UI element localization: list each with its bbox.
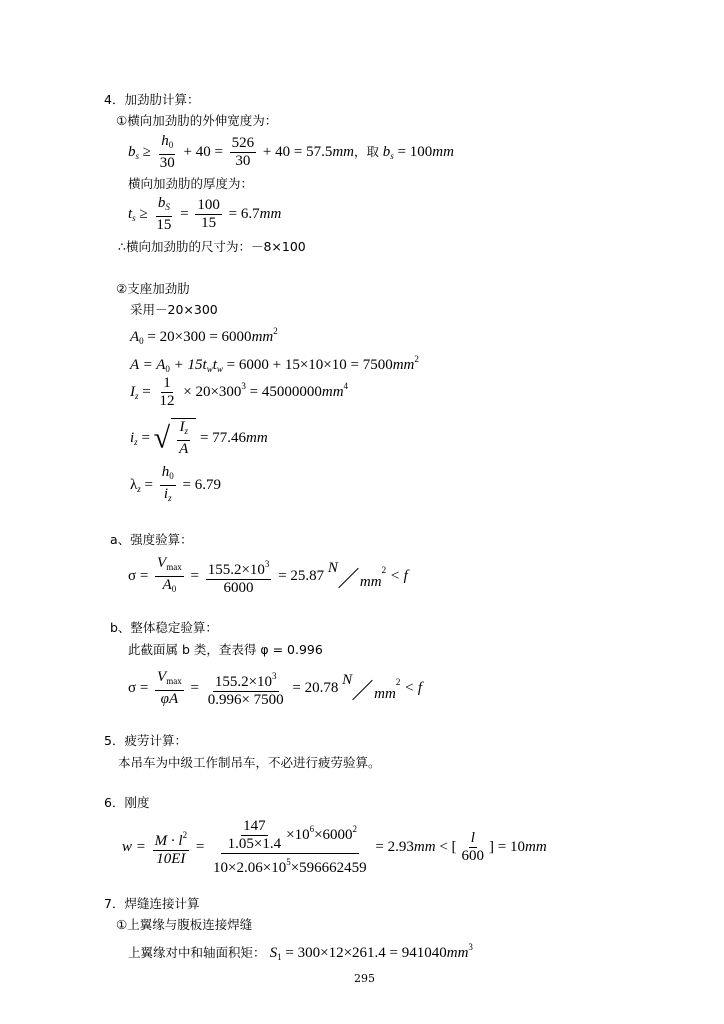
page-number: 295 [354,972,375,985]
section-7-1-title: ①上翼缘与腹板连接焊缝 [116,917,253,932]
S1-line: 上翼缘对中和轴面积矩： $S_1 = 300\times 12\times 261.4 = 941040mm^3$ [128,942,473,962]
section-7-title: 7．焊缝连接计算 [104,896,200,911]
equation-iz: $i_z$ = √ $\frac{I_z}{A}$ = 77.46mm [130,419,268,457]
sqrt-sign: √ [153,421,171,455]
stiffener-size: ∴横向加劲肋的尺寸为：－8×100 [118,239,306,254]
section-4-2-title: ②支座加劲肋 [116,281,190,296]
equation-bs: $b_s$ ≥ $\frac{h_0}{30}$ + 40 = $\frac{526}{30}$ + 40 = 57.5mm，取 $b_s = 100mm$ [128,133,454,171]
equation-Iz: $I_z$ = $\frac{1}{12}$ × $20\times 300^3 = 45000000mm^4$ [130,375,349,409]
equation-lambda-z: $\lambda_z$ = $\frac{h_0}{i_z}$ = 6.79 [130,464,221,503]
equation-A: $A = A_0 + 15t_wt_w = 6000 + 15\times 10\times 10 = 7500mm^2$ [130,354,419,374]
check-b-title: b、整体稳定验算： [110,620,218,635]
equation-sigma-a: σ = $\frac{V_{max}}{A_0}$ = $\frac{155.2\times 10^3}{6000}$ = 25.87 Nmm$^2$ < f [128,555,408,596]
section-6-title: 6．刚度 [104,795,150,810]
equation-sigma-b: σ = $\frac{V_{max}}{\varphi A}$ = $\frac{155.2\times 10^3}{0.996\times 7500}$ = 20.78 Nmm$^2$ < f [128,669,423,708]
equation-w: w = $\frac{M \cdot l^2}{10EI}$ = $\frac{147}{1.05\times 1.4}$ $\times 10^6\times 6000^2$ $10\times 2.06\times 10^5\times 596662459$ = 2.93mm < [ $\frac{l}{600}$ ] = 10mm [122,818,547,876]
equation-ts: $t_s$ ≥ $\frac{b_S}{15}$ = $\frac{100}{15}$ = 6.7mm [128,195,282,233]
section-5-text: 本吊车为中级工作制吊车，不必进行疲劳验算。 [118,755,381,770]
equation-A0: $A_0 = 20\times 300 = 6000mm^2$ [130,326,278,346]
section-4-title: 4．加劲肋计算： [104,92,200,107]
check-b-line: 此截面属 b 类，查表得 φ = 0.996 [128,642,323,657]
section-5-title: 5．疲劳计算： [104,733,187,748]
thickness-label: 横向加劲肋的厚度为： [128,176,254,191]
section-4-1-title: ①横向加劲肋的外伸宽度为： [116,113,278,128]
check-a-title: a、强度验算： [110,532,193,547]
adopt-line: 采用－20×300 [130,302,218,317]
